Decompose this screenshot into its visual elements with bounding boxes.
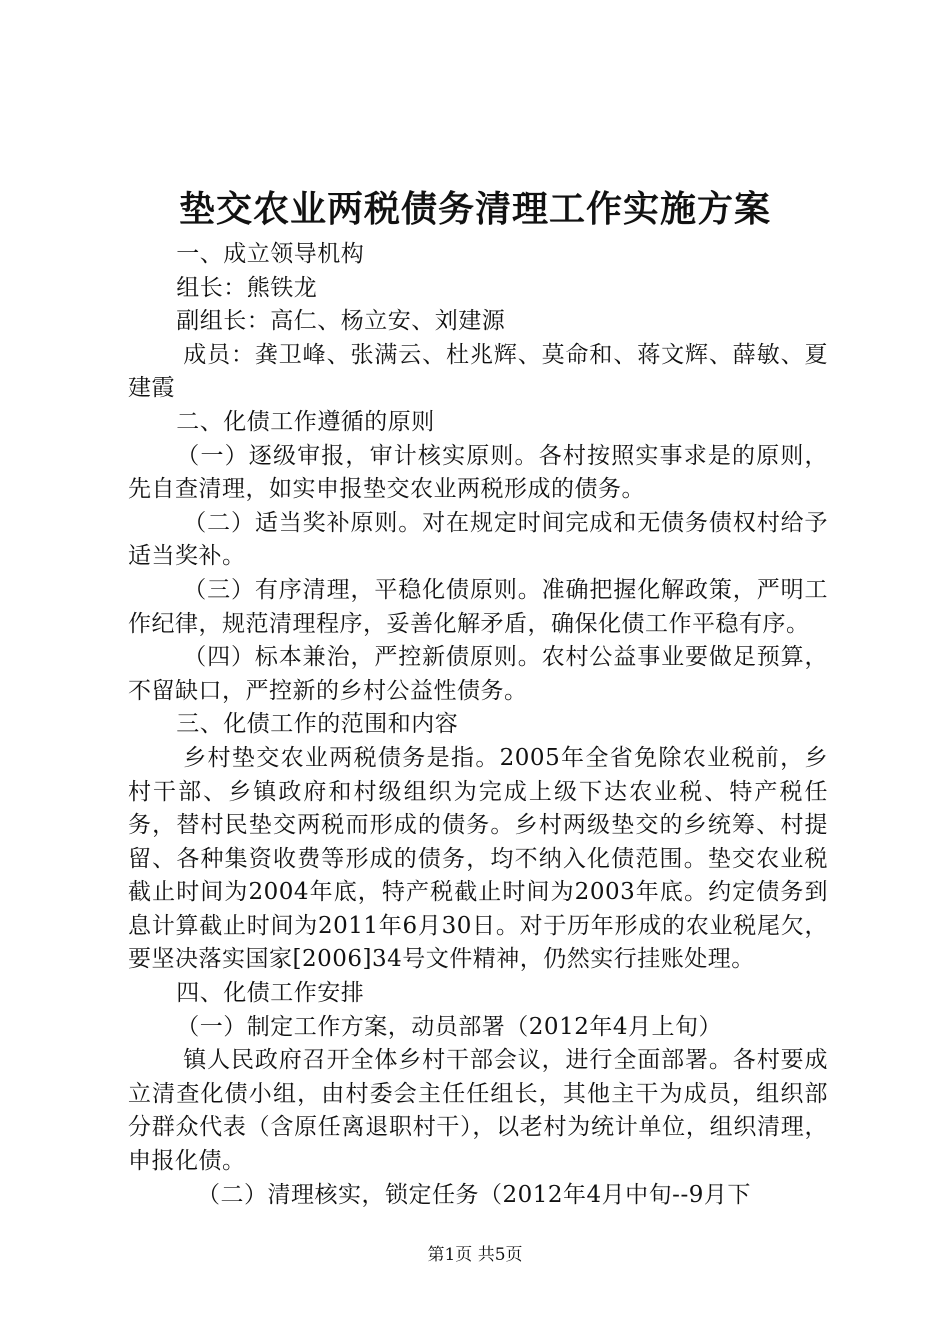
schedule-item-2: （二）清理核实，锁定任务（2012年4月中旬--9月下 — [197, 1181, 751, 1208]
deputy-leader-line: 副组长：高仁、杨立安、刘建源 — [176, 308, 506, 335]
document-body — [128, 238, 828, 1212]
page-number: 第1页 共5页 — [427, 1245, 523, 1265]
section-heading-3: 三、化债工作的范围和内容 — [176, 711, 459, 738]
scope-paragraph: 乡村垫交农业两税债务是指。2005年全省免除农业税前，乡村干部、乡镇政府和村级组织为完成上级下达农业税、特产税任务，替村民垫交两税而形成的债务。乡村两级垫交的乡统筹、村提留、各种集资收费等形成的债务，均不纳入化债范围。垫交农业税截止时间为2004年底，特产税截止时间为2003年底。约定债务到息计算截止时间为2011年6月30日。对于历年形成的农业税尾欠，要坚决落实国家[2006]34号文件精神，仍然实行挂账处理。 — [128, 744, 828, 973]
schedule-paragraph-1: 镇人民政府召开全体乡村干部会议，进行全面部署。各村要成立清查化债小组，由村委会主任任组长，其他主干为成员，组织部分群众代表（含原任离退职村干），以老村为统计单位，组织清理，申报化债。 — [128, 1047, 828, 1175]
leader-line: 组长：熊铁龙 — [176, 274, 318, 301]
principle-1: （一）逐级审报，审计核实原则。各村按照实事求是的原则，先自查清理，如实申报垫交农业两税形成的债务。 — [128, 442, 828, 503]
section-heading-2: 二、化债工作遵循的原则 — [176, 408, 435, 435]
section-heading-4: 四、化债工作安排 — [176, 980, 365, 1007]
section-heading-1: 一、成立领导机构 — [176, 241, 365, 267]
principle-4: （四）标本兼治，严控新债原则。农村公益事业要做足预算，不留缺口，严控新的乡村公益性债务。 — [128, 644, 828, 704]
members-line: 成员：龚卫峰、张满云、杜兆辉、莫命和、蒋文辉、薛敏、夏建霞 — [128, 341, 828, 402]
principle-3: （三）有序清理，平稳化债原则。准确把握化解政策，严明工作纪律，规范清理程序，妥善化解矛盾，确保化债工作平稳有序。 — [128, 576, 828, 637]
principle-2: （二）适当奖补原则。对在规定时间完成和无债务债权村给予适当奖补。 — [128, 509, 828, 570]
document-title: 垫交农业两税债务清理工作实施方案 — [178, 188, 771, 230]
schedule-item-1: （一）制定工作方案，动员部署（2012年4月上旬） — [176, 1013, 722, 1040]
